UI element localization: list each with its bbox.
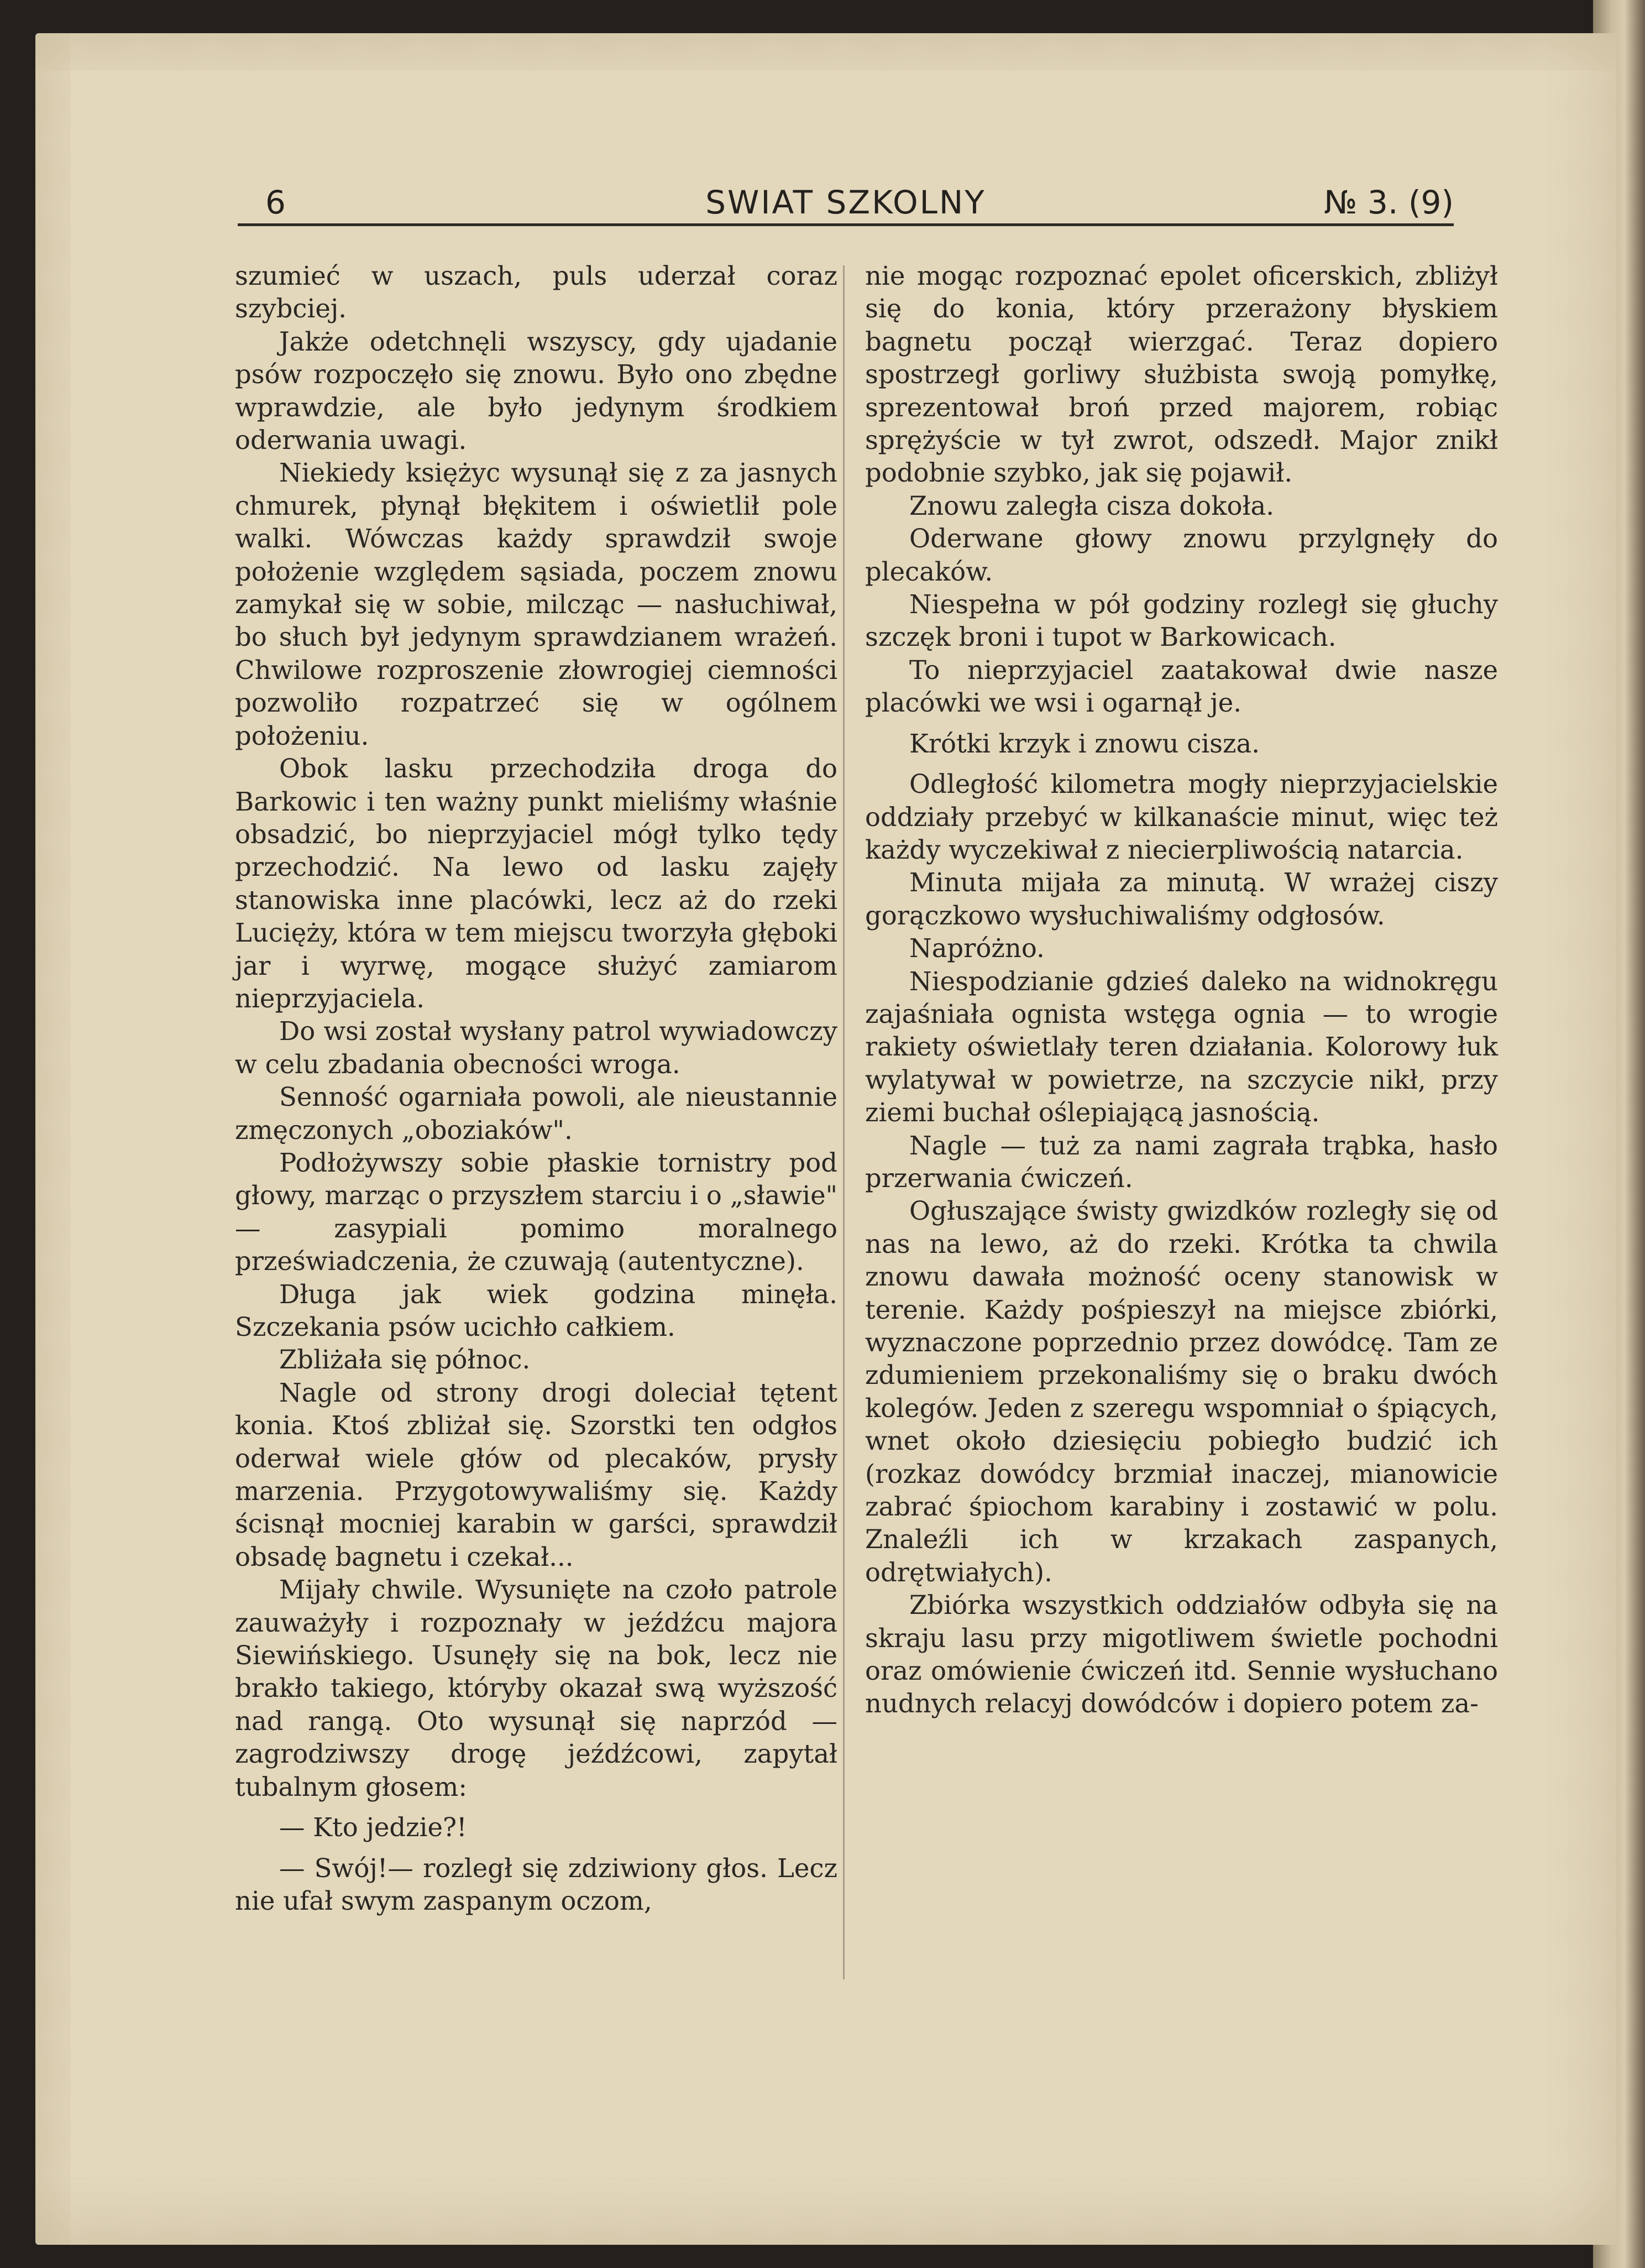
paragraph: Krótki krzyk i znowu cisza. <box>909 728 1260 759</box>
paragraph: To nieprzyjaciel zaatakował dwie nasze placówki we wsi i ogarnął je. <box>865 655 1498 718</box>
right-column <box>865 260 1498 1721</box>
paragraph: Do wsi został wysłany patrol wywiadowczy w celu zbadania obecności wroga. <box>235 1016 837 1079</box>
paragraph: Obok lasku przechodziła droga do Barkowic i ten ważny punkt mieliśmy właśnie obsadzić, bo nieprzyjaciel mógł tylko tędy przechodzić. Na lewo od lasku zajęły stanowiska inne placówki, lecz aż do rzeki Lucięży, która w tem miejscu tworzyła głęboki jar i wyrwę, mogące służyć zamiarom nieprzyjaciela. <box>235 754 837 1013</box>
paragraph: Zbliżała się północ. <box>279 1345 531 1375</box>
paragraph: Napróżno. <box>909 933 1045 964</box>
paragraph: Znowu zaległa cisza dokoła. <box>909 490 1275 521</box>
left-column <box>235 260 837 1917</box>
column-divider <box>843 265 845 1979</box>
paragraph: Niespodzianie gdzieś daleko na widnokręgu zajaśniała ognista wstęga ognia — to wrogie rakiety oświetlały teren działania. Kolorowy łuk wylatywał w powietrze, na szczycie nikł, przy ziemi buchał oślepiającą jasnością. <box>865 966 1498 1128</box>
paragraph: Ogłuszające świsty gwizdków rozległy się od nas na lewo, aż do rzeki. Krótka ta chwila znowu dawała możność oceny stanowisk w terenie. Każdy pośpieszył na miejsce zbiórki, wyznaczone poprzednio przez dowódcę. Tam ze zdumieniem przekonaliśmy się o braku dwóch kolegów. Jeden z szeregu wspomniał o śpiących, wnet około dziesięciu pobiegło budzić ich (rozkaz dowódcy brzmiał inaczej, mianowicie zabrać śpiochom karabiny i zostawić w polu. Znaleźli ich w krzakach zaspanych, odrętwiałych). <box>865 1196 1498 1587</box>
paragraph: Podłożywszy sobie płaskie tornistry pod głowy, marząc o przyszłem starciu i o „sławie" — zasypiali pomimo moralnego przeświadczenia, że czuwają (autentyczne). <box>235 1147 837 1277</box>
paragraph: Nagle — tuż za nami zagrała trąbka, hasło przerwania ćwiczeń. <box>865 1130 1498 1193</box>
paragraph: Niekiedy księżyc wysunął się z za jasnych chmurek, płynął błękitem i oświetlił pole walki. Wówczas każdy sprawdził swoje położenie względem sąsiada, poczem znowu zamykał się w sobie, milcząc — nasłuchiwał, bo słuch był jedynym sprawdzianem wrażeń. Chwilowe rozproszenie złowrogiej ciemności pozwoliło rozpatrzeć się w ogólnem położeniu. <box>235 458 837 751</box>
paragraph: Oderwane głowy znowu przylgnęły do plecaków. <box>865 524 1498 587</box>
paragraph: Odległość kilometra mogły nieprzyjacielskie oddziały przebyć w kilkanaście minut, więc też każdy wyczekiwał z niecierpliwością natarcia. <box>865 769 1498 865</box>
paragraph: Niespełna w pół godziny rozległ się głuchy szczęk broni i tupot w Barkowicach. <box>865 589 1498 652</box>
paragraph: Jakże odetchnęli wszyscy, gdy ujadanie psów rozpoczęło się znowu. Było ono zbędne wprawdzie, ale było jedynym środkiem oderwania uwagi. <box>235 326 837 456</box>
paragraph: Zbiórka wszystkich oddziałów odbyła się na skraju lasu przy migotliwem świetle pochodni oraz omówienie ćwiczeń itd. Sennie wysłuchano nudnych relacyj dowódców i dopiero potem za- <box>865 1590 1498 1719</box>
paragraph: Długa jak wiek godzina minęła. Szczekania psów ucichło całkiem. <box>235 1279 837 1342</box>
paragraph: Mijały chwile. Wysunięte na czoło patrole zauważyły i rozpoznały w jeźdźcu majora Siewińskiego. Usunęły się na bok, lecz nie brakło takiego, któryby okazał swą wyższość nad rangą. Oto wysunął się naprzód — zagrodziwszy drogę jeźdźcowi, zapytał tubalnym głosem: <box>235 1575 837 1802</box>
journal-title: SWIAT SZKOLNY <box>705 184 986 221</box>
page-header <box>238 176 1454 226</box>
paragraph: — Swój!— rozległ się zdziwiony głos. Lecz nie ufał swym zaspanym oczom, <box>235 1853 837 1916</box>
paragraph: Nagle od strony drogi doleciał tętent konia. Ktoś zbliżał się. Szorstki ten odgłos oderwał wiele głów od plecaków, prysły marzenia. Przygotowywaliśmy się. Każdy ścisnął mocniej karabin w garści, sprawdził obsadę bagnetu i czekał... <box>235 1377 837 1572</box>
page-number: 6 <box>265 184 286 221</box>
paragraph: — Kto jedzie?! <box>279 1812 467 1843</box>
paragraph: szumieć w uszach, puls uderzał coraz szybciej. <box>235 261 837 324</box>
paragraph: Senność ogarniała powoli, ale nieustannie zmęczonych „oboziaków". <box>235 1082 837 1145</box>
paragraph: nie mogąc rozpoznać epolet oficerskich, zbliżył się do konia, który przerażony błyskiem bagnetu począł wierzgać. Teraz dopiero spostrzegł gorliwy służbista swoją pomyłkę, sprezentował broń przed majorem, robiąc sprężyście w tył zwrot, odszedł. Major znikł podobnie szybko, jak się pojawił. <box>865 261 1498 488</box>
issue-number: № 3. (9) <box>1324 184 1454 221</box>
paragraph: Minuta mijała za minutą. W wrażej ciszy gorączkowo wysłuchiwaliśmy odgłosów. <box>865 868 1498 931</box>
